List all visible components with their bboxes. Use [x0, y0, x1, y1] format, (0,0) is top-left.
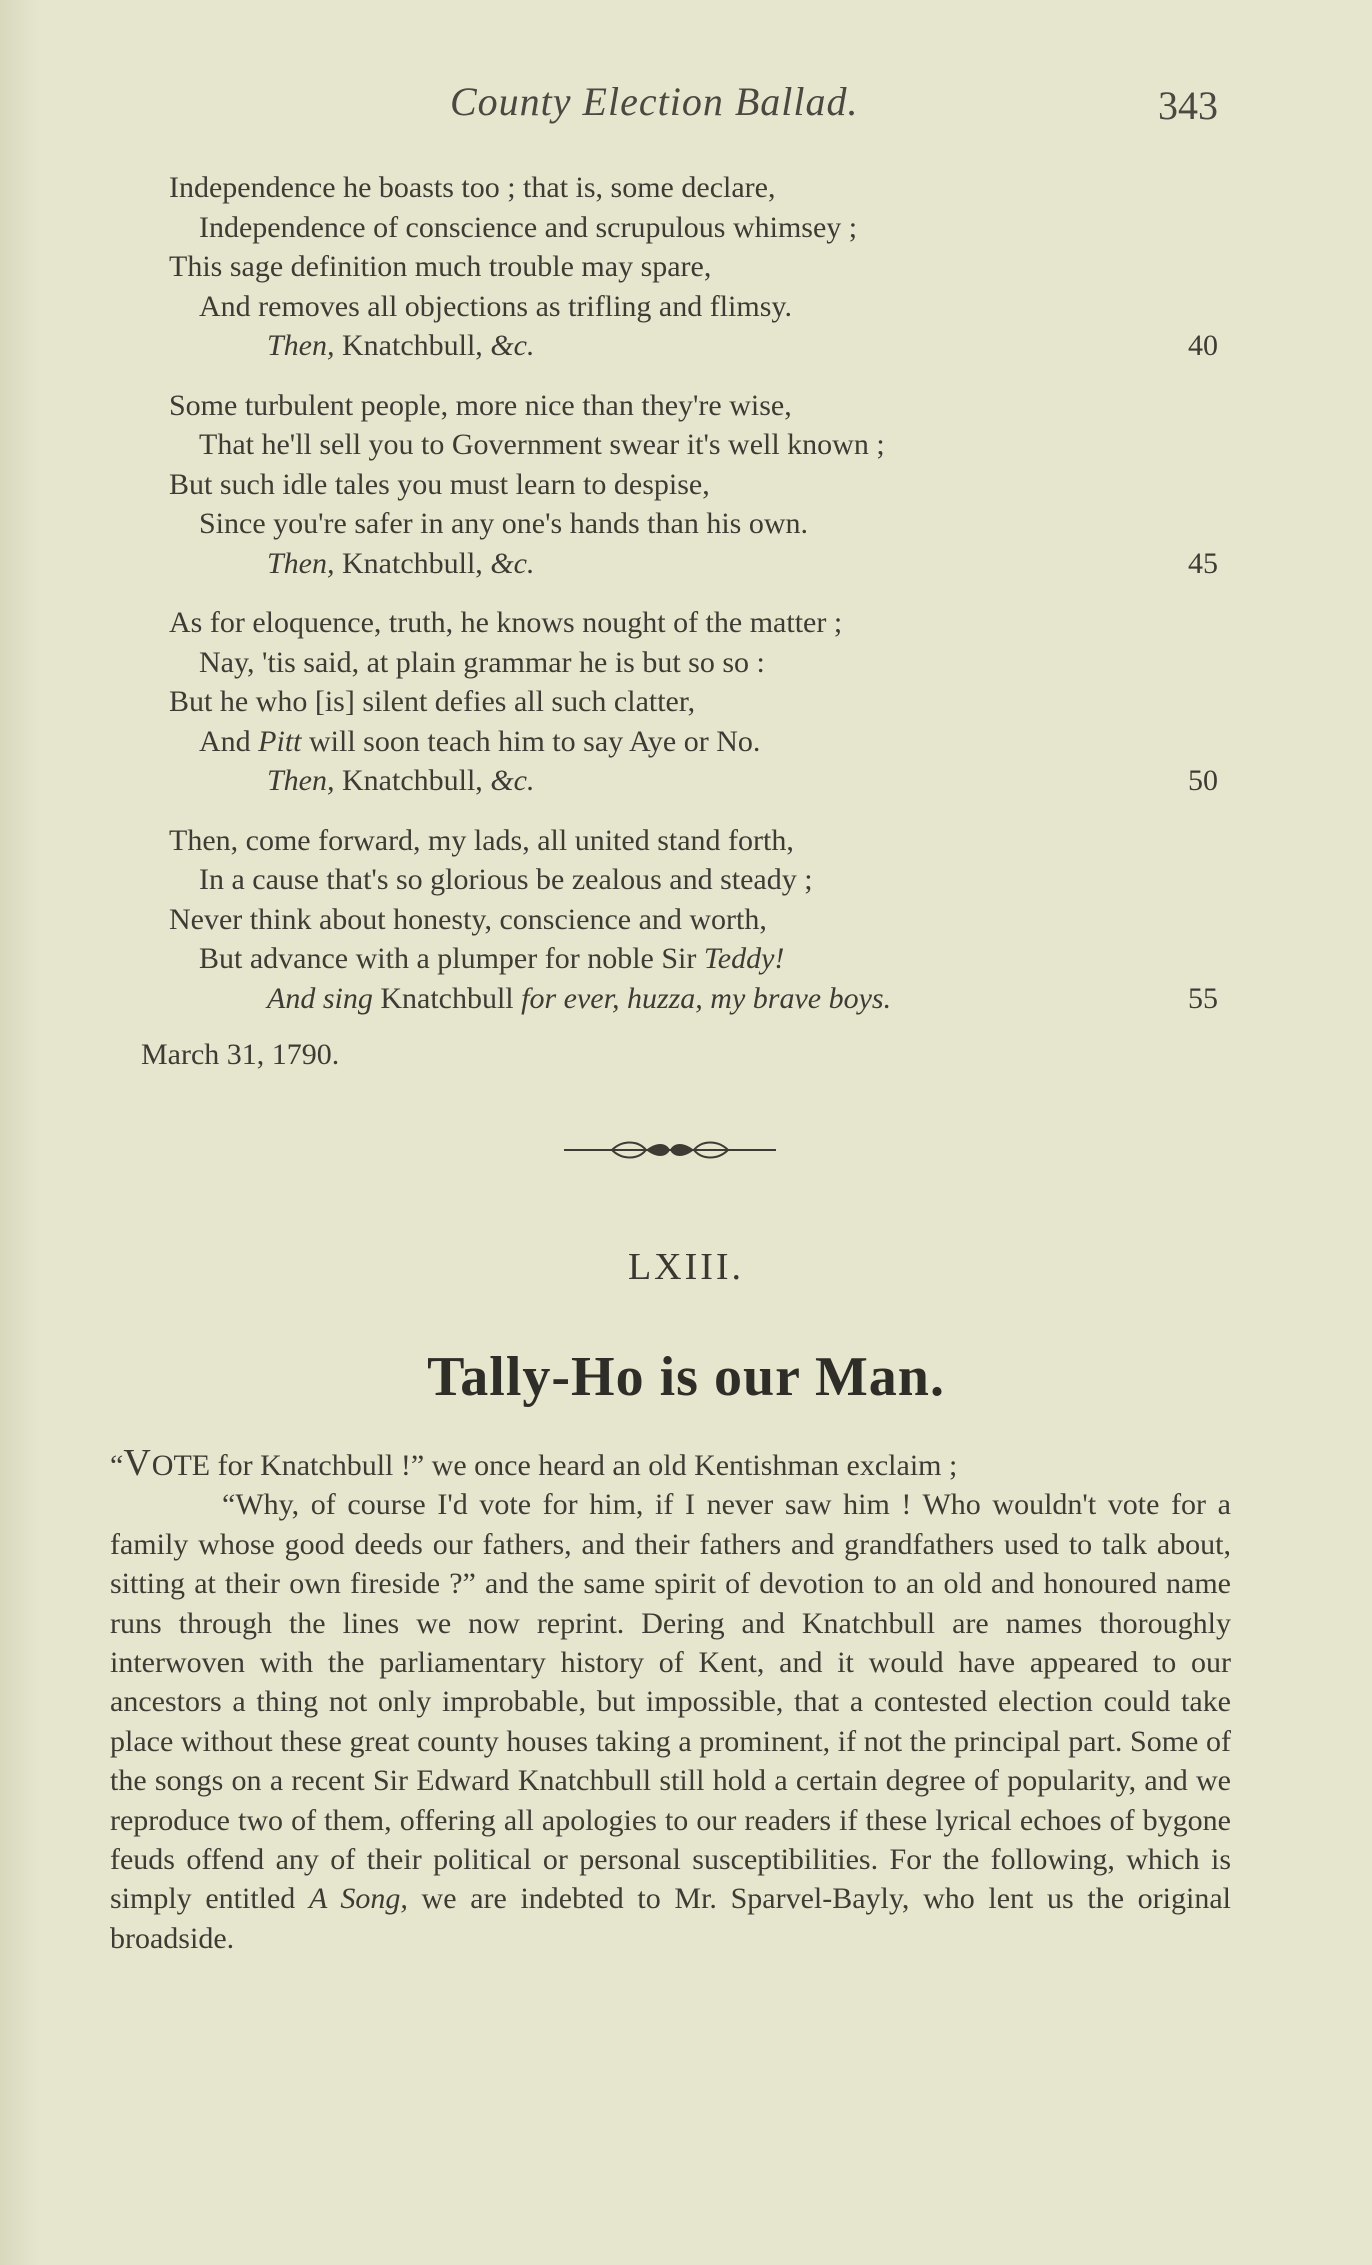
song-title: A Song,	[308, 1882, 408, 1916]
poem-line: This sage definition much trouble may spare,	[169, 250, 712, 283]
poem-date: March 31, 1790.	[141, 1038, 340, 1071]
prose-paragraph	[110, 1444, 1231, 1958]
stanza	[0, 821, 1372, 1019]
prose-end: we are indebted to Mr. Sparvel-Bayly, who lent us the original broadside.	[110, 1882, 1231, 1955]
refrain-line: Then, Knatchbull, &c. 40	[0, 326, 1372, 366]
section-number: LXIII.	[627, 1246, 745, 1288]
stanza	[0, 168, 1372, 366]
line-number: 55	[1188, 981, 1218, 1015]
prose-first-line	[110, 1444, 1231, 1485]
poem-line: But he who [is] silent defies all such clatter,	[169, 685, 696, 718]
prose-body: “Why, of course I'd vote for him, if I never saw him ! Who wouldn't vote for a family whose good deeds our fathers, and their fathers and grandfathers used to talk about, sitting at their own fireside ?” and the same spirit of devotion to an old and honoured name runs through the lines we now reprint. Dering and Knatchbull are names thoroughly interwoven with the parliamentary history of Kent, and it would have appeared to our ancestors a thing not only improbable, but impossible, that a contested election could take place without these great county houses taking a prominent, if not the principal part. Some of the songs on a recent Sir Edward Knatchbull still hold a certain degree of popularity, and we reproduce two of them, offering all apologies to our readers if these lyrical echoes of bygone feuds offend any of their political or personal susceptibilities. For the following, which is simply entitled	[110, 1488, 1231, 1916]
prose-first-line-text: OTE for Knatchbull !” we once heard an old Kentishman exclaim ;	[151, 1449, 958, 1482]
section-title: Tally-Ho is our Man.	[427, 1346, 945, 1408]
refrain-line: Then, Knatchbull, &c. 50	[0, 761, 1372, 801]
page-number: 343	[1158, 83, 1218, 128]
poem-line: Independence he boasts too ; that is, some declare,	[169, 171, 776, 204]
stanza	[0, 386, 1372, 584]
refrain-line: And sing Knatchbull for ever, huzza, my brave boys. 55	[0, 979, 1372, 1019]
poem-line: Then, come forward, my lads, all united stand forth,	[169, 823, 794, 857]
opening-quote: “	[110, 1449, 124, 1482]
poem-line: Since you're safer in any one's hands than his own.	[199, 507, 809, 540]
running-head	[0, 78, 1372, 138]
drop-cap: V	[123, 1442, 152, 1484]
poem-line: Nay, 'tis said, at plain grammar he is but so so :	[199, 645, 765, 679]
divider-ornament	[560, 1134, 780, 1166]
poem-line: Some turbulent people, more nice than they're wise,	[169, 388, 792, 422]
poem-line: But such idle tales you must learn to despise,	[169, 467, 710, 501]
poem	[0, 168, 1372, 1038]
running-title: County Election Ballad.	[450, 79, 859, 124]
line-number: 40	[1188, 329, 1218, 362]
poem-line: But advance with a plumper for noble Sir Teddy!	[199, 942, 785, 975]
line-number: 45	[1188, 546, 1218, 580]
poem-line: Independence of conscience and scrupulous whimsey ;	[199, 210, 858, 244]
poem-line: As for eloquence, truth, he knows nought of the matter ;	[169, 606, 843, 639]
poem-line: Never think about honesty, conscience and worth,	[169, 902, 767, 936]
line-number: 50	[1188, 764, 1218, 797]
poem-line: And Pitt will soon teach him to say Aye or No.	[199, 724, 761, 758]
stanza	[0, 603, 1372, 801]
refrain-line: Then, Knatchbull, &c. 45	[0, 544, 1372, 584]
poem-line: And removes all objections as trifling and flimsy.	[199, 289, 792, 323]
poem-line: That he'll sell you to Government swear it's well known ;	[199, 428, 885, 461]
poem-line: In a cause that's so glorious be zealous and steady ;	[199, 863, 813, 896]
